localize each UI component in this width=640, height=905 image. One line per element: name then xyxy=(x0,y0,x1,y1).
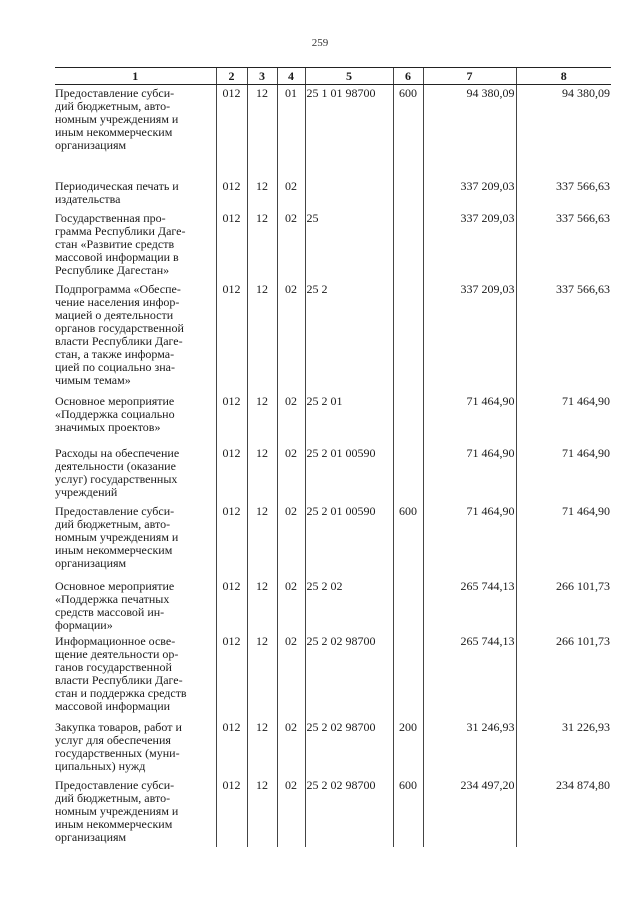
subsection-code: 02 xyxy=(277,578,305,633)
subsection-code: 02 xyxy=(277,393,305,445)
expense-type-code xyxy=(393,178,423,210)
amount-year-1: 265 744,13 xyxy=(423,633,516,719)
table-row xyxy=(55,393,611,445)
expense-type-code xyxy=(393,210,423,281)
section-code: 12 xyxy=(247,633,277,719)
ministry-code: 012 xyxy=(216,633,247,719)
subsection-code: 02 xyxy=(277,281,305,393)
item-name: Государственная про- грамма Республики Даге- стан «Развитие средств массовой информации в Республике Дагестан» xyxy=(55,210,186,277)
section-code: 12 xyxy=(247,178,277,210)
target-article-code: 25 2 02 xyxy=(305,578,393,633)
item-name: Закупка товаров, работ и услуг для обеспечения государственных (муни- ципальных) нужд xyxy=(55,719,182,773)
column-header: 7 xyxy=(423,68,516,85)
amount-year-2: 234 874,80 xyxy=(516,777,611,847)
table-row xyxy=(55,178,611,210)
amount-year-2: 31 226,93 xyxy=(516,719,611,777)
item-name: Расходы на обеспечение деятельности (оказание услуг) государственных учреждений xyxy=(55,445,180,499)
amount-year-1: 234 497,20 xyxy=(423,777,516,847)
expense-type-code xyxy=(393,445,423,503)
table-row xyxy=(55,578,611,633)
column-header: 1 xyxy=(55,68,216,85)
target-article-code: 25 2 02 98700 xyxy=(305,719,393,777)
section-code: 12 xyxy=(247,210,277,281)
item-name: Подпрограмма «Обеспе- чение населения инфор- мацией о деятельности органов государственной власти Республики Даге- стан, а также информа- цией по социально зна- чимым темам» xyxy=(55,281,184,387)
subsection-code: 02 xyxy=(277,210,305,281)
amount-year-1: 337 209,03 xyxy=(423,210,516,281)
ministry-code: 012 xyxy=(216,178,247,210)
column-header: 3 xyxy=(247,68,277,85)
ministry-code: 012 xyxy=(216,281,247,393)
table-row xyxy=(55,85,611,178)
table-row xyxy=(55,210,611,281)
amount-year-1: 71 464,90 xyxy=(423,445,516,503)
section-code: 12 xyxy=(247,578,277,633)
amount-year-1: 337 209,03 xyxy=(423,178,516,210)
amount-year-2: 266 101,73 xyxy=(516,633,611,719)
amount-year-2: 337 566,63 xyxy=(516,178,611,210)
table-row xyxy=(55,281,611,393)
item-name: Предоставление субси- дий бюджетным, авто- номным учреждениям и иным некоммерческим организациям xyxy=(55,86,179,152)
ministry-code: 012 xyxy=(216,719,247,777)
section-code: 12 xyxy=(247,85,277,178)
ministry-code: 012 xyxy=(216,578,247,633)
column-header: 8 xyxy=(516,68,611,85)
table-row xyxy=(55,719,611,777)
amount-year-1: 265 744,13 xyxy=(423,578,516,633)
expense-type-code xyxy=(393,633,423,719)
ministry-code: 012 xyxy=(216,445,247,503)
section-code: 12 xyxy=(247,445,277,503)
table-row xyxy=(55,445,611,503)
amount-year-2: 266 101,73 xyxy=(516,578,611,633)
table-row xyxy=(55,633,611,719)
amount-year-2: 337 566,63 xyxy=(516,281,611,393)
target-article-code xyxy=(305,178,393,210)
target-article-code: 25 2 01 00590 xyxy=(305,445,393,503)
amount-year-1: 71 464,90 xyxy=(423,393,516,445)
subsection-code: 02 xyxy=(277,777,305,847)
item-name: Основное мероприятие «Поддержка социально значимых проектов» xyxy=(55,393,175,434)
target-article-code: 25 1 01 98700 xyxy=(305,85,393,178)
section-code: 12 xyxy=(247,719,277,777)
item-name: Предоставление субси- дий бюджетным, авто- номным учреждениям и иным некоммерческим организациям xyxy=(55,777,179,844)
expense-type-code xyxy=(393,393,423,445)
target-article-code: 25 xyxy=(305,210,393,281)
expense-type-code: 200 xyxy=(393,719,423,777)
target-article-code: 25 2 xyxy=(305,281,393,393)
ministry-code: 012 xyxy=(216,393,247,445)
subsection-code: 01 xyxy=(277,85,305,178)
column-header: 4 xyxy=(277,68,305,85)
page-number: 259 xyxy=(311,37,329,49)
ministry-code: 012 xyxy=(216,777,247,847)
subsection-code: 02 xyxy=(277,445,305,503)
table-row xyxy=(55,777,611,847)
expense-type-code: 600 xyxy=(393,503,423,578)
section-code: 12 xyxy=(247,393,277,445)
column-header: 5 xyxy=(305,68,393,85)
target-article-code: 25 2 01 00590 xyxy=(305,503,393,578)
subsection-code: 02 xyxy=(277,503,305,578)
column-header: 2 xyxy=(216,68,247,85)
section-code: 12 xyxy=(247,281,277,393)
amount-year-1: 31 246,93 xyxy=(423,719,516,777)
amount-year-2: 71 464,90 xyxy=(516,445,611,503)
amount-year-1: 71 464,90 xyxy=(423,503,516,578)
expense-type-code: 600 xyxy=(393,85,423,178)
expense-type-code: 600 xyxy=(393,777,423,847)
amount-year-2: 71 464,90 xyxy=(516,393,611,445)
target-article-code: 25 2 02 98700 xyxy=(305,633,393,719)
item-name: Информационное осве- щение деятельности ор- ганов государственной власти Республики Даге- стан и поддержка средств массовой информации xyxy=(55,633,187,713)
item-name: Основное мероприятие «Поддержка печатных средств массовой ин- формации» xyxy=(55,578,175,632)
subsection-code: 02 xyxy=(277,178,305,210)
expense-type-code xyxy=(393,578,423,633)
section-code: 12 xyxy=(247,503,277,578)
amount-year-1: 94 380,09 xyxy=(423,85,516,178)
column-header: 6 xyxy=(393,68,423,85)
item-name: Периодическая печать и издательства xyxy=(55,178,179,206)
amount-year-2: 94 380,09 xyxy=(516,85,611,178)
ministry-code: 012 xyxy=(216,503,247,578)
target-article-code: 25 2 01 xyxy=(305,393,393,445)
amount-year-2: 337 566,63 xyxy=(516,210,611,281)
budget-table xyxy=(55,67,611,847)
amount-year-2: 71 464,90 xyxy=(516,503,611,578)
expense-type-code xyxy=(393,281,423,393)
item-name: Предоставление субси- дий бюджетным, авто- номным учреждениям и иным некоммерческим организациям xyxy=(55,503,179,570)
ministry-code: 012 xyxy=(216,85,247,178)
target-article-code: 25 2 02 98700 xyxy=(305,777,393,847)
ministry-code: 012 xyxy=(216,210,247,281)
table-header-row xyxy=(55,68,611,85)
amount-year-1: 337 209,03 xyxy=(423,281,516,393)
section-code: 12 xyxy=(247,777,277,847)
subsection-code: 02 xyxy=(277,633,305,719)
table-row xyxy=(55,503,611,578)
subsection-code: 02 xyxy=(277,719,305,777)
